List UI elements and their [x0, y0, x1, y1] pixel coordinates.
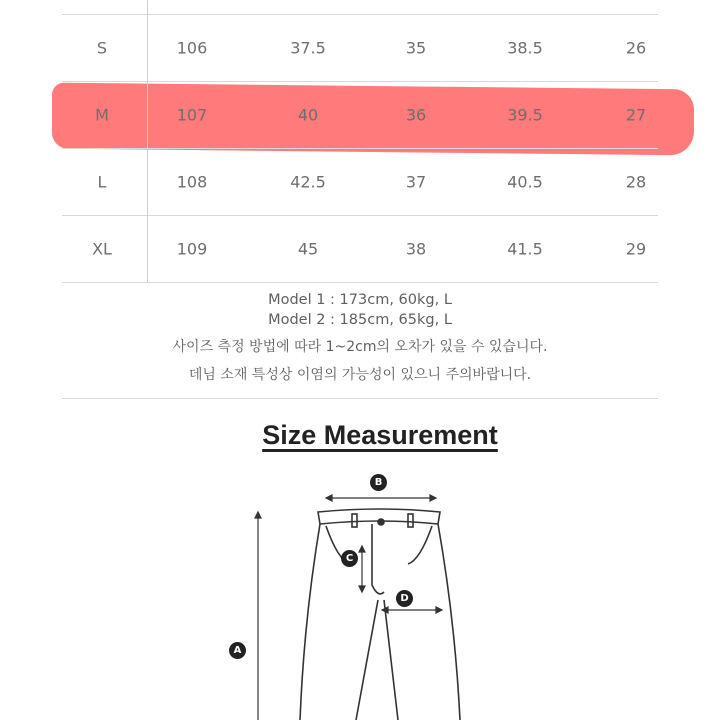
disclaimer-measurement: 사이즈 측정 방법에 따라 1~2cm의 오차가 있을 수 있습니다. [172, 339, 548, 355]
value-cell: 37 [405, 172, 427, 192]
value-cell: 40 [297, 105, 319, 125]
pants-outline-icon [0, 460, 720, 720]
table-header-stub [62, 0, 658, 15]
section-divider [62, 398, 658, 399]
value-cell: 108 [176, 172, 208, 192]
size-cell: L [97, 172, 107, 192]
value-cell: 38.5 [507, 38, 543, 58]
size-measurement-title [0, 420, 720, 451]
value-cell: 26 [625, 38, 647, 58]
value-cell: 45 [297, 239, 319, 259]
size-table [62, 0, 658, 15]
label-d-marker: D [396, 590, 413, 607]
model-2-note: Model 2 : 185cm, 65kg, L [268, 312, 452, 328]
value-cell: 38 [405, 239, 427, 259]
value-cell: 41.5 [507, 239, 543, 259]
notes-block [0, 290, 720, 386]
disclaimer-denim: 데님 소재 특성상 이염의 가능성이 있으니 주의바랍니다. [188, 367, 532, 383]
model-1-note: Model 1 : 173cm, 60kg, L [268, 292, 452, 308]
value-cell: 107 [176, 105, 208, 125]
value-cell: 109 [176, 239, 208, 259]
pants-diagram [0, 460, 720, 720]
label-a-marker: A [229, 642, 246, 659]
value-cell: 40.5 [507, 172, 543, 192]
value-cell: 35 [405, 38, 427, 58]
column-divider [147, 0, 148, 282]
value-cell: 39.5 [507, 105, 543, 125]
table-row [62, 15, 658, 82]
size-table-body [62, 15, 658, 283]
size-measurement-title-text: Size Measurement [262, 420, 498, 450]
size-cell: XL [92, 239, 112, 259]
value-cell: 106 [176, 38, 208, 58]
value-cell: 27 [625, 105, 647, 125]
table-row [62, 149, 658, 216]
value-cell: 37.5 [290, 38, 326, 58]
value-cell: 28 [625, 172, 647, 192]
table-row-highlighted [62, 82, 658, 149]
table-row [62, 216, 658, 283]
label-b-marker: B [370, 474, 387, 491]
size-cell: S [96, 38, 108, 58]
size-cell: M [95, 105, 109, 125]
value-cell: 42.5 [290, 172, 326, 192]
label-c-marker: C [341, 550, 358, 567]
value-cell: 29 [625, 239, 647, 259]
value-cell: 36 [405, 105, 427, 125]
